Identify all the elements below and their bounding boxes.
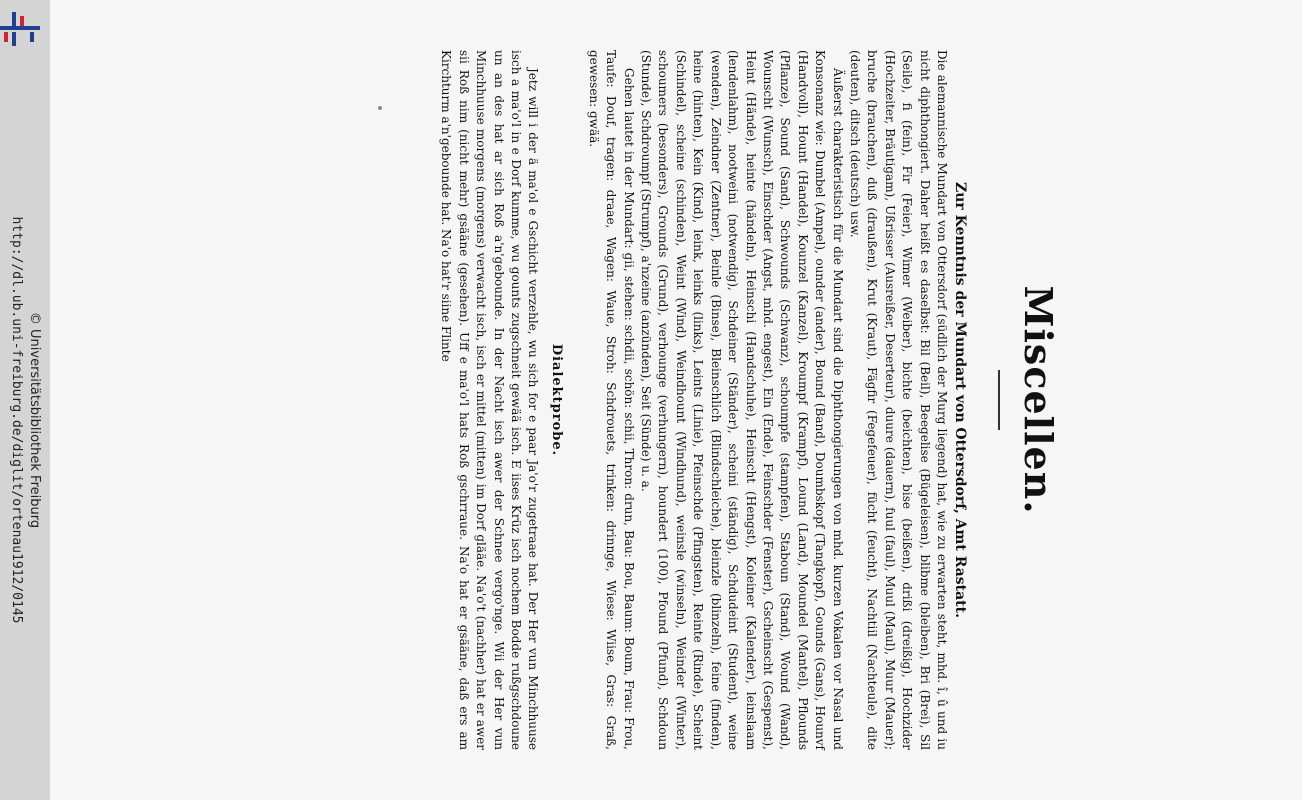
source-url-link[interactable]: http://dl.ub.uni-freiburg.de/diglit/ortenau1912/0145 — [9, 216, 24, 624]
title-divider — [998, 370, 1000, 430]
library-logo-icon[interactable] — [0, 10, 44, 50]
page-title: Miscellen. — [1016, 285, 1061, 515]
article-heading: Zur Kenntnis der Mundart von Ottersdorf, Amt Rastatt. — [952, 182, 968, 618]
dialect-sample-text: Jetz will i der ä ma'ol e Gschicht verzehle, wu sich for e paar Ja'o'r zugetraae hat. Der Her vun Minchhuuse isch a ma'o'l in e Dorf kumme, wu gounts zugschneit gewää isch. E iises Krüz isch nochem Bodde rußgschdoune un an des hat ar sich Roß a'n'gebounde. In der Nacht isch awer der Schnee vergo'nge. Wii der Her vun Minchhuuse morgens (morgens) verwacht isch, isch er mittel (mitten) im Dorf glääe. Na'o't (nachher) hat er awer sii Roß nim (nicht mehr) gsääne (gesehen). Uff e ma'o'l hats Roß gschrraue. Na'o hat er gsääne, daß ers am Kirchturm a'n'gebounde hat. Na'o hat'r siine Flinte — [439, 50, 541, 750]
paragraph-1: Die alemannische Mundart von Ottersdorf (südlich der Murg liegend) hat, wie zu erwarten steht, mhd. î, û und iu nicht diphthongiert. Daher heißt es daselbst: Bil (Beil), Beegelise (Bügeleisen), blibme (bleiben), Bri (Brei), Sil (Seile), fi (fein), Fir (Feier), Wimer (Weiber), bichte (beichten), bise (beißen), drißi (dreißig), Hochzider (Hochzeiter, Bräutigam), Ußrisser (Ausreißer, Deserteur), duure (dauern), fuul (faul), Muul (Maul), Muur (Mauer); bruche (brauchen), duß (draußen), Krut (Kraut), Fägfir (Fegefeuer), fücht (feucht), Nachtiil (Nachteule), dite (deuten), ditsch (deutsch) usw. — [847, 50, 949, 750]
viewer-sidebar — [0, 0, 50, 800]
scan-speck — [378, 106, 382, 110]
scanned-page — [50, 0, 1302, 800]
paragraph-3: Gehen lautet in der Mundart: gii, stehen: schdii, schön: schii, Thron: drun, Bau: Bou, Baum: Boum, Frau: Frou, Taufe: Douf, tragen: draae, Wagen: Waue, Stroh: Schdrouets, trinken: drinnge, Wiese: Wiise, Gras: Graß, gewesen: gwää. — [586, 50, 636, 750]
copyright-notice: © Universitätsbibliothek Freiburg — [27, 311, 42, 529]
paragraph-2: Äußerst charakteristisch für die Mundart sind die Diphthongierungen von mhd. kurzen Vokalen vor Nasal und Konsonanz wie: Dumbel (Ampel), ounder (ander), Bound (Band), Doumbskopf (Tangkopf), Gounds (Gans), Hounvf (Handvoll), Hount (Handel), Kounzel (Kanzel), Kroumpf (Krampf), Lound (Land), Moundel (Mantel), Pflounds (Pflanze), Sound (Sand), Schwounds (Schwanz), schoumpfe (stampfen), Staboun (Stand), Wound (Wand), Wounscht (Wunsch), Einschder (Angst, mhd. engest), Ein (Ende), Feinschder (Fenster), Gscheinscht (Gespenst), Heint (Hände), heinte (händeln), Heinschi (Handschuhe), Heinscht (Hengst), Koleiner (Kalender), leinslaam (lendenlahm), nootweini (notwendig), Schdeiner (Ständer), scheini (ständig), Schdudeint (Student), weine (wenden), Zeindner (Zentner), Beinle (Binse), Bleinschlich (Blindschleiche), bleinzle (blinzeln), feine (finden), heine (hinten), Kein (Kind), leink, leinks (links), Leints (Linie), Pfeinschde (Pfingsten), Reinte (Rinde), Scheint (Schindel), scheine (schinden), Weint (Wind), Weindhount (Windhund), weinsle (winseln), Weinder (Winter), schoumers (besonders), Grounds (Grund), verhounge (verhungern), houndert (100), Pfound (Pfund), Schdoun (Stunde), Schdroumpf (Strumpf), a'nzeine (anzünden), Seit (Sünde) u. a. — [639, 50, 845, 750]
rotated-page-content — [437, 50, 1060, 750]
dialect-sample-heading: Dialektprobe. — [549, 343, 565, 457]
